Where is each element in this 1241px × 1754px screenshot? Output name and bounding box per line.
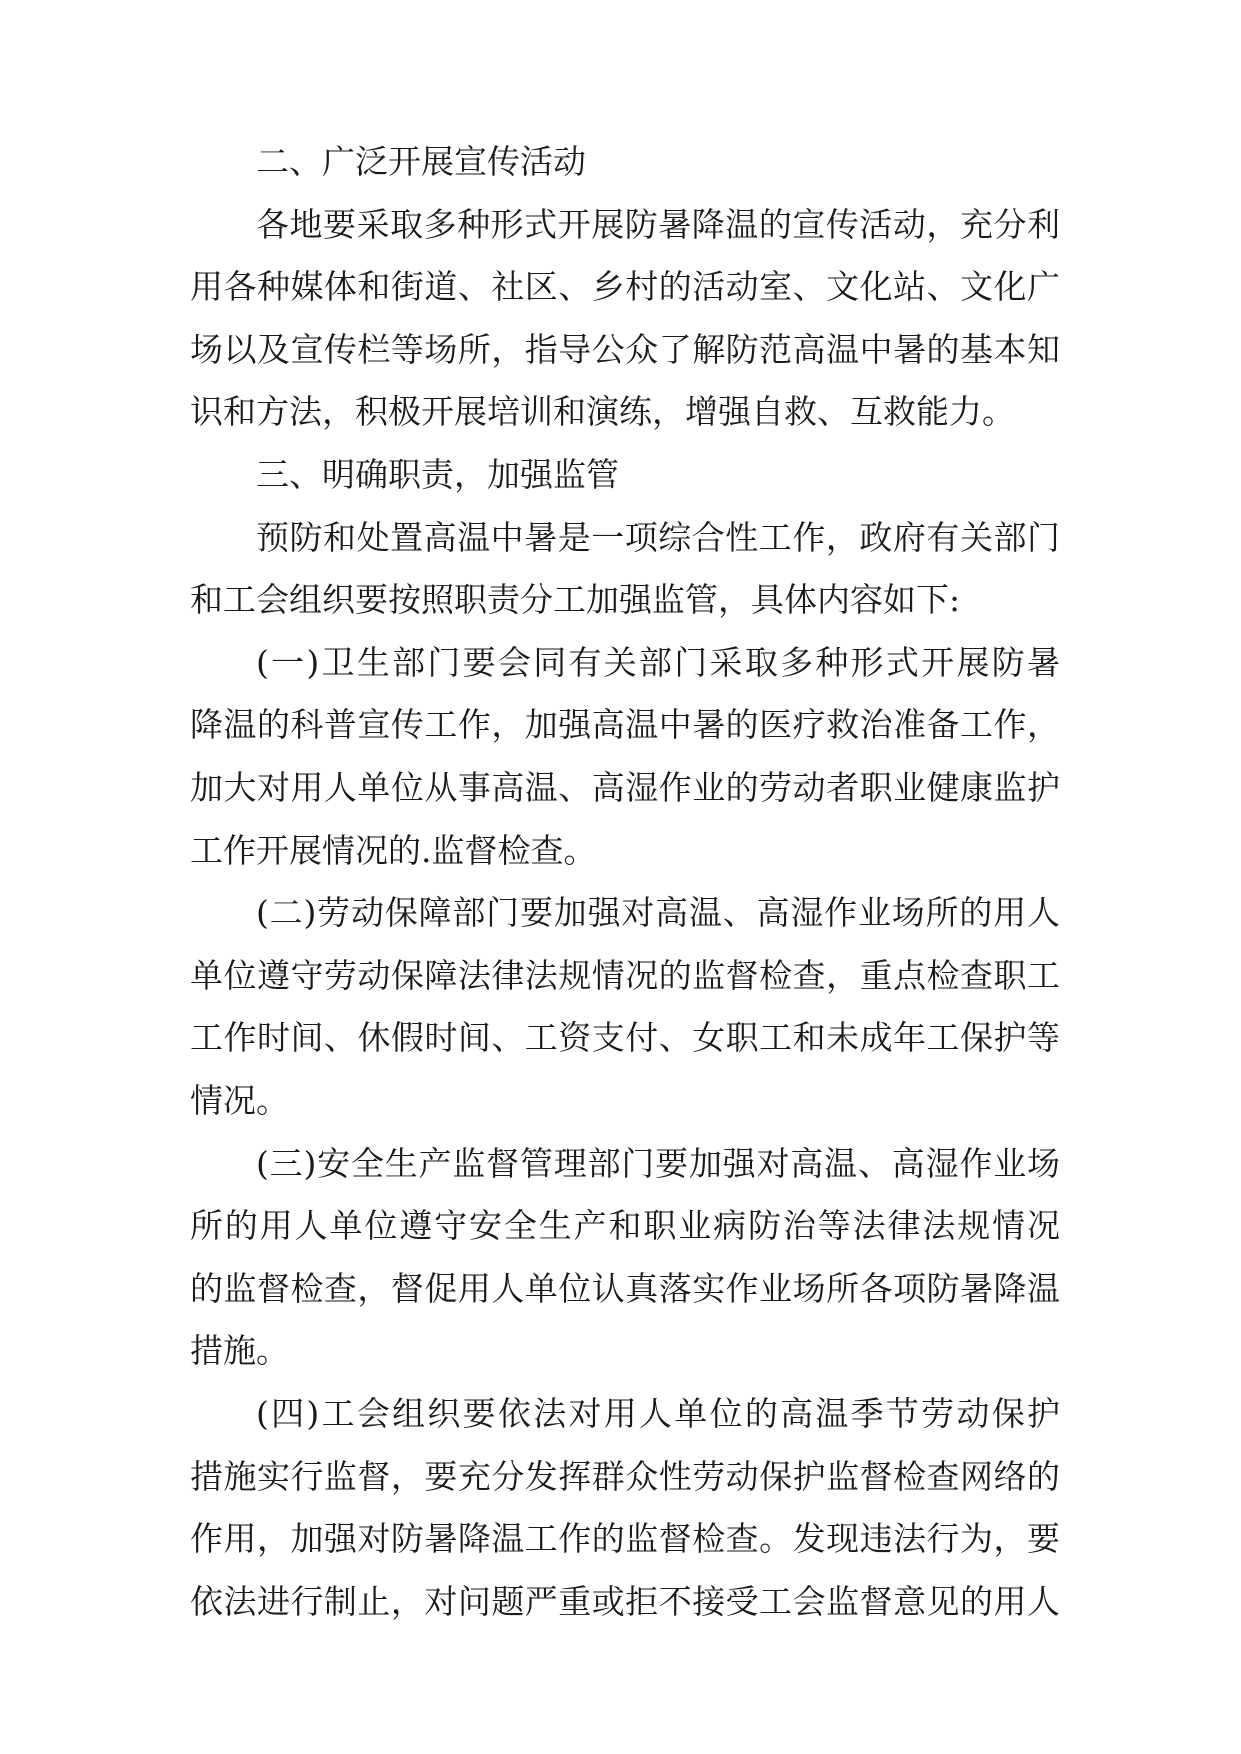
paragraph-line: 和工会组织要按照职责分工加强监管，具体内容如下: (190, 580, 961, 619)
paragraph-line: 所的用人单位遵守安全生产和职业病防治等法律法规情况 (190, 1206, 1060, 1245)
paragraph-line: 情况。 (190, 1081, 289, 1120)
paragraph-line: 工作开展情况的.监督检查。 (190, 831, 597, 870)
paragraph-line: 措施。 (190, 1331, 289, 1370)
paragraph-line: 措施实行监督，要充分发挥群众性劳动保护监督检查网络的 (190, 1457, 1060, 1496)
paragraph-line: 用各种媒体和街道、社区、乡村的活动室、文化站、文化广 (190, 267, 1060, 306)
paragraph-first-line: (二)劳动保障部门要加强对高温、高湿作业场所的用人 (256, 893, 1060, 932)
paragraph-line: 场以及宣传栏等场所，指导公众了解防范高温中暑的基本知 (190, 330, 1060, 369)
paragraph-line: 降温的科普宣传工作，加强高温中暑的医疗救治准备工作， (190, 705, 1060, 744)
paragraph-first-line: (一)卫生部门要会同有关部门采取多种形式开展防暑 (256, 643, 1060, 682)
paragraph-line: 依法进行制止，对问题严重或拒不接受工会监督意见的用人 (190, 1582, 1060, 1621)
paragraph-line: 识和方法，积极开展培训和演练，增强自救、互救能力。 (190, 392, 1015, 431)
paragraph-line: 工作时间、休假时间、工资支付、女职工和未成年工保护等 (190, 1018, 1060, 1057)
paragraph-line: 作用，加强对防暑降温工作的监督检查。发现违法行为，要 (190, 1519, 1060, 1558)
paragraph-first-line: 预防和处置高温中暑是一项综合性工作，政府有关部门 (256, 518, 1060, 557)
paragraph-first-line: (四)工会组织要依法对用人单位的高温季节劳动保护 (256, 1394, 1060, 1433)
paragraph-first-line: 三、明确职责，加强监管 (256, 455, 619, 494)
paragraph-line: 加大对用人单位从事高温、高湿作业的劳动者职业健康监护 (190, 768, 1060, 807)
paragraph-first-line: 二、广泛开展宣传活动 (256, 142, 586, 181)
paragraph-first-line: 各地要采取多种形式开展防暑降温的宣传活动，充分利 (256, 205, 1060, 244)
paragraph-line: 的监督检查，督促用人单位认真落实作业场所各项防暑降温 (190, 1269, 1060, 1308)
paragraph-line: 单位遵守劳动保障法律法规情况的监督检查，重点检查职工 (190, 956, 1060, 995)
paragraph-first-line: (三)安全生产监督管理部门要加强对高温、高湿作业场 (256, 1144, 1060, 1183)
